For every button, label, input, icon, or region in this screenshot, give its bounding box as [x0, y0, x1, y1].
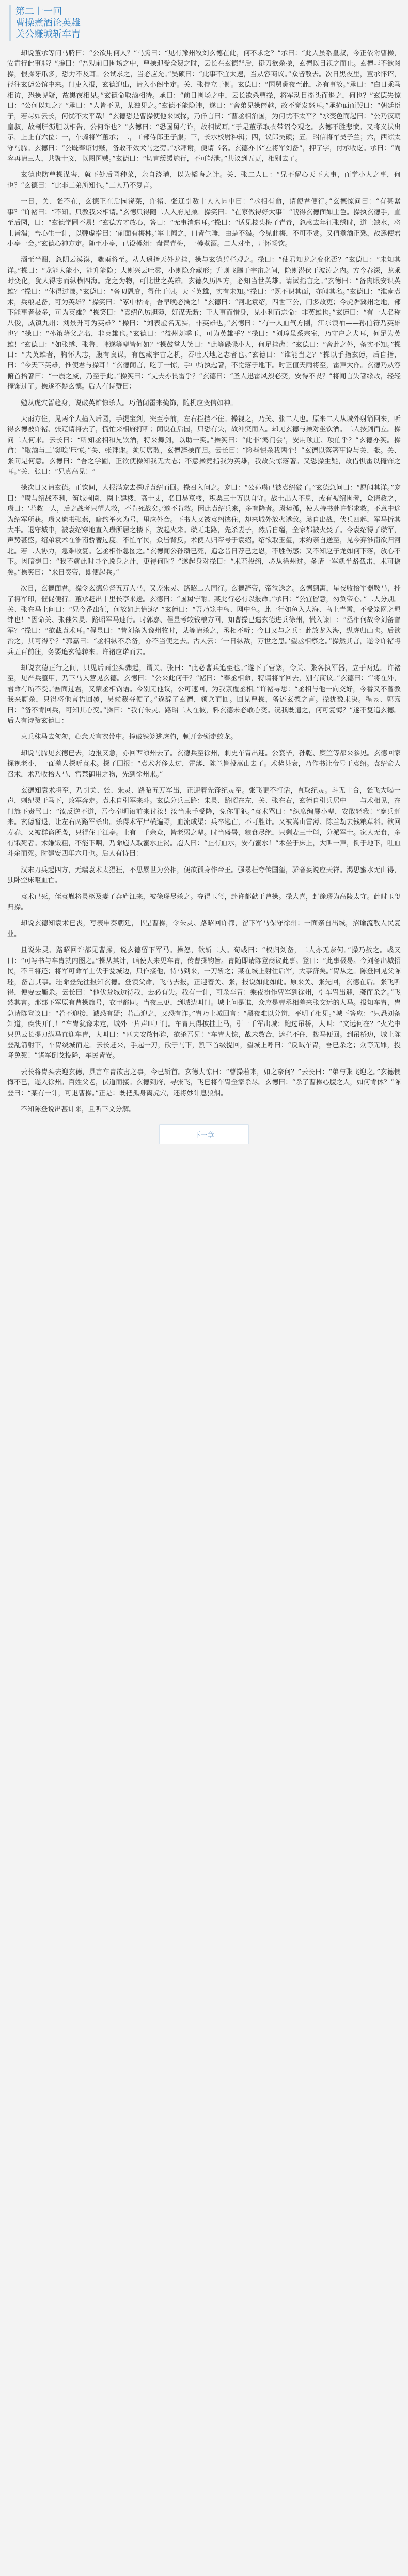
paragraph: 天雨方住，见两个人撞入后园，手提宝剑，突至亭前，左右拦挡不住。操视之，乃关、张二人也。原来二人从城外射箭回来，听得玄德被许褚、张辽请将去了，慌忙来相府打听；闻说在后园，只恐有失，故冲突而入。却见玄德与操对坐饮酒。二人按剑而立。操问二人何来。云长曰：“听知丞相和兄饮酒，特来舞剑，以助一笑。”操笑曰：“此非‘鸿门会’，安用项庄、项伯乎？”玄德亦笑。操命：“取酒与二‘樊哙’压惊。”关、张拜谢。须臾席散，玄德辞操而归。云长曰：“险些惊杀我两个！”玄德以落箸事说与关、张。关、张问是何意。玄德曰：“吾之学圃，正欲使操知我无大志；不意操竟指我为英雄，我故失惊落箸。又恐操生疑，故借惧雷以掩饰之耳。”关、张曰：“兄真高见！”	[7, 415, 401, 476]
chapter-number: 第二十一回	[15, 6, 62, 17]
chapter-title-line-1: 曹操煮酒论英雄	[15, 18, 81, 28]
chapter-page	[0, 0, 408, 1156]
paragraph: 不知陈登说出甚计来，且听下文分解。	[21, 1105, 136, 1113]
paragraph: 玄德知袁术将至，乃引关、张、朱灵、路昭五万军出，正迎着先锋纪灵至。张飞更不打话，直取纪灵。斗无十合，张飞大喝一声，刺纪灵于马下，败军奔走。袁术自引军来斗。玄德分兵三路：朱灵、路昭在左，关、张在右，玄德自引兵居中——与术相见，在门旗下责骂曰：“汝反逆不道，吾今奉明诏前来讨汝！汝当束手受降，免你罪犯。”袁术骂曰：“织席编屦小辈，安敢轻我！”麾兵赶来。玄德暂退，让左右两路军杀出。杀得术军尸横遍野，血流成渠；兵卒逃亡，不可胜计。又被嵩山雷薄、陈兰劫去钱粮草料。欲回寿春，又被群盗所袭，只得住于江亭。止有一千余众，皆老弱之辈。时当盛暑，粮食尽绝，只剩麦三十斛，分派军士。家人无食，多有饿死者。术嫌饭粗，不能下咽，乃命庖人取蜜水止渴。庖人曰：“止有血水，安有蜜水！”术坐于床上，大叫一声，倒于地下，吐血斗余而死。时建安四年六月也。后人有诗曰：	[7, 787, 401, 858]
next-chapter-button[interactable]: 下一章	[159, 1124, 248, 1144]
paragraph: 酒至半酣，忽阴云漠漠，骤雨将至。从人遥指天外龙挂，操与玄德凭栏观之。操曰：“使君知龙之变化否？”玄德曰：“未知其详。”操曰：“龙能大能小，能升能隐；大则兴云吐雾，小则隐介藏形；升则飞腾于宇宙之间，隐则潜伏于波涛之内。方今春深，龙乘时变化，犹人得志而纵横四海。龙之为物，可比世之英雄。玄德久历四方，必知当世英雄。请试指言之。”玄德曰：“备肉眼安识英雄？”操曰：“休得过谦。”玄德曰：“备叨恩庇，得仕于朝。天下英雄，实有未知。”操曰：“既不识其面，亦闻其名。”玄德曰：“淮南袁术，兵粮足备，可为英雄？”操笑曰：“冢中枯骨，吾早晚必擒之！”玄德曰：“河北袁绍，四世三公，门多故吏；今虎踞冀州之地，部下能事者极多，可为英雄？”操笑曰：“袁绍色厉胆薄，好谋无断；干大事而惜身，见小利而忘命：非英雄也。”玄德曰：“有一人名称八俊，威镇九州：刘景升可为英雄？”操曰：“刘表虚名无实，非英雄也。”玄德曰：“有一人血气方刚，江东领袖——孙伯符乃英雄也？”操曰：“孙策藉父之名，非英雄也。”玄德曰：“益州刘季玉，可为英雄乎？”操曰：“刘璋虽系宗室，乃守户之犬耳，何足为英雄！”玄德曰：“如张绣、张鲁、韩遂等辈皆何如？”操鼓掌大笑曰：“此等碌碌小人，何足挂齿！”玄德曰：“舍此之外，备实不知。”操曰：“夫英雄者，胸怀大志，腹有良谋，有包藏宇宙之机，吞吐天地之志者也。”玄德曰：“谁能当之？”操以手指玄德，后自指，曰：“今天下英雄，惟使君与操耳！”玄德闻言，吃了一惊，手中所执匙箸，不觉落于地下。时正值天雨将至，雷声大作。玄德乃从容俯首拾箸曰：“一震之威，乃至于此。”操笑曰：“丈夫亦畏雷乎？”玄德曰：“圣人迅雷风烈必变，安得不畏？”将闻言失箸缘故，轻轻掩饰过了。操遂不疑玄德。后人有诗赞曰：	[7, 256, 401, 391]
paragraph: 束兵秣马去匆匆，心念天言衣带中。撞破铁笼逃虎豹，顿开金锁走蛟龙。	[21, 733, 238, 741]
paragraph: 次日，玄德面君。操令玄德总督五万人马，又差朱灵、路昭二人同行。玄德辞帝，帝泣送之。玄德到寓，星夜收拾军器鞍马，挂了将军印，催促便行。董承赶出十里长亭来送。玄德曰：“国舅宁耐。某此行必有以报命。”承曰：“公宜留意，勿负帝心。”二人分别。关、张在马上问曰：“兄今番出征，何故如此慌速？”玄德曰：“吾乃笼中鸟、网中鱼。此一行如鱼入大海、鸟上青霄，不受笼网之羁绊也！”因命关、张催朱灵、路昭军马速行。时郭嘉、程昱考较钱粮方回，知曹操已遣玄德进兵徐州，慌入谏曰：“丞相何故令刘备督军？”操曰：“欲截袁术耳。”程昱曰：“昔刘备为豫州牧时，某等请杀之，丞相不听；今日又与之兵：此放龙入海，纵虎归山也。后欲治之，其可得乎？”郭嘉曰：“丞相纵不杀备，亦不当使之去。古人云：‘一日纵敌，万世之患。’望丞相察之。”操然其言，遂令许褚将兵五百前往，务要追玄德转来。许褚应诺而去。	[7, 585, 401, 656]
paragraph: 一日，关、张不在，玄德正在后园浇菜，许褚、张辽引数十人入园中曰：“丞相有命，请使君便行。”玄德惊问曰：“有甚紧事？”许褚曰：“不知。只教我来相请。”玄德只得随二人入府见操。操笑曰：“在家做得好大事！”唬得玄德面如土色。操执玄德手，直至后园，曰：“玄德学圃不易！”玄德方才放心，答曰：“无事消遣耳。”操曰：“适见枝头梅子青青，忽感去年征张绣时，道上缺水，将士皆渴；吾心生一计，以鞭虚指曰：‘前面有梅林。’军士闻之，口皆生唾，由是不渴。今见此梅，不可不赏。又值煮酒正熟，故邀使君小亭一会。”玄德心神方定。随至小亭，已设樽俎：盘置青梅，一樽煮酒。二人对坐，开怀畅饮。	[7, 198, 401, 248]
chapter-text	[7, 49, 401, 1115]
paragraph: 玄德也防曹操谋害，就下处后园种菜，亲自浇灌，以为韬晦之计。关、张二人曰：“兄不留心天下大事，而学小人之事，何也？”玄德曰：“此非二弟所知也。”二人乃不复言。	[7, 171, 401, 190]
paragraph: 却说马腾见玄德已去，边报又急，亦回西凉州去了。玄德兵至徐州，刺史车胄出迎。公宴毕，孙乾、糜竺等都来参见。玄德回家探视老小，一面差人探听袁术。探子回报：“袁术奢侈太过，雷薄、陈兰皆投嵩山去了。术势甚衰，乃作书让帝号于袁绍。袁绍命人召术，术乃收拾人马、宫禁御用之物，先到徐州来。”	[7, 749, 401, 779]
paragraph: 却说玄德正行之间，只见后面尘头骤起，谓关、张曰：“此必曹兵追至也。”遂下了营寨，令关、张各执军器，立于两边。许褚至，见严兵整甲，乃下马入营见玄德。玄德曰：“公来此何干？”褚曰：“奉丞相命，特请将军回去，别有商议。”玄德曰：“‘将在外，君命有所不受。’吾面过君，又蒙丞相钧语。今别无他议，公可速回，为我禀覆丞相。”许褚寻思：“丞相与他一向交好，今番又不曾教我来厮杀，只得将他言语回覆，另候裁夺便了。”遂辞了玄德，领兵而回。回见曹操，备述玄德之言。操犹豫未决。程昱、郭嘉曰：“备不肯回兵，可知其心变。”操曰：“我有朱灵、路昭二人在彼，料玄德未必敢心变。况我既遣之，何可复悔？”遂不复追玄德。后人有诗赞玄德曰：	[7, 664, 401, 725]
paragraph: 汉末刀兵起四方，无端袁术太猖狂，不思累世为公相，便欲孤身作帝王。强暴枉夸传国玺，骄奢妄说应天祥。渴思蜜水无由得，独卧空床呕血亡。	[7, 866, 401, 885]
paragraph: 勉从虎穴暂趋身，说破英雄惊杀人。巧借闻雷来掩饰，随机应变信如神。	[21, 399, 238, 407]
paragraph: 操次日又请玄德。正饮间，人报满宠去探听袁绍而回。操召入问之。宠曰：“公孙瓒已被袁绍破了。”玄德急问曰：“愿闻其详。”宠曰：“瓒与绍战不利，筑城围圈，圈上建楼，高十丈，名曰易京楼，积粟三十万以自守。战士出入不息，或有被绍围者，众请救之，瓒曰：‘若救一人，后之战者只望人救，不肯死战矣。’遂不肯救。因此袁绍兵来，多有降者。瓒势孤，使人持书赴许都求救，不意中途为绍军所获。瓒又遗书张燕，暗约举火为号，里应外合。下书人又被袁绍擒住，却来城外放火诱敌。瓒自出战，伏兵四起，军马折其大半。退守城中，被袁绍穿地直入瓒所居之楼下，放起火来。瓒无走路，先杀妻子，然后自缢，全家都被火焚了。今袁绍得了瓒军，声势甚盛。绍弟袁术在淮南骄奢过度，不恤军民，众皆背反。术使人归帝号于袁绍。绍欲取玉玺，术约亲自送至，见今弃淮南欲归河北。若二人协力，急难收复。乞丞相作急图之。”玄德闻公孙瓒已死，追念昔日荐己之恩，不胜伤感；又不知赵子龙如何下落，放心不下。因暗想曰：“我不就此时寻个脱身之计，更待何时？”遂起身对操曰：“术若投绍，必从徐州过。备请一军就半路截击，术可擒矣。”操笑曰：“来日奏帝，即便起兵。”	[7, 484, 401, 577]
chapter-navigation	[7, 1124, 401, 1144]
paragraph: 云长将胄头去迎玄德，具言车胄欲害之事，今已斩首。玄德大惊曰：“曹操若来，如之奈何？”云长曰：“弟与张飞迎之。”玄德懊悔不已，遂入徐州。百姓父老，伏道而接。玄德到府，寻张飞，飞已将车胄全家杀尽。玄德曰：“杀了曹操心腹之人，如何肯休？”陈登曰：“某有一计，可退曹操。”正是：既把孤身离虎穴，还将妙计息狼烟。	[7, 1068, 401, 1097]
paragraph: 却说玄德知袁术已丧，写表申奏朝廷，书呈曹操，令朱灵、路昭回许都，留下军马保守徐州；一面亲自出城，招谕流散人民复业。	[7, 920, 401, 938]
paragraph: 袁术已死，侄袁胤将灵柩及妻子奔庐江来，被徐璆尽杀之。夺得玉玺，赴许都献于曹操。操大喜，封徐璆为高陵太守。此时玉玺归操。	[7, 893, 401, 912]
paragraph: 却说董承等问马腾曰：“公欲用何人？”马腾曰：“见有豫州牧刘玄德在此，何不求之？”承曰：“此人虽系皇叔，今正依附曹操，安肯行此事耶？”腾曰：“吾观前日围场之中，曹操迎受众贺之时，云长在玄德背后，挺刀欲杀操，玄德以目视之而止。玄德非不欲图操，恨操牙爪多，恐力不及耳。公试求之，当必应允。”吴硕曰：“此事不宜太速，当从容商议。”众皆散去。次日黑夜里，董承怀诏，径往玄德公馆中来。门吏入报，玄德迎出，请入小阁坐定。关、张侍立于侧。玄德曰：“国舅夤夜至此，必有事故。”承曰：“白日乘马相访，恐操见疑，故黑夜相见。”玄德命取酒相待。承曰：“前日围场之中，云长欲杀曹操，将军动目摇头而退之，何也？”玄德失惊曰：“公何以知之？”承曰：“人皆不见，某独见之。”玄德不能隐讳，遂曰：“舍弟见操僭越，故不觉发怒耳。”承掩面而哭曰：“朝廷臣子，若尽如云长，何忧不太平哉！”玄德恐是曹操使他来试探，乃佯言曰：“曹丞相治国，为何忧不太平？”承变色而起曰：“公乃汉朝皇叔，故剖肝沥胆以相告，公何诈也？”玄德曰：“恐国舅有诈，故相试耳。”于是董承取衣带诏令观之。玄德不胜悲愤。又将义状出示，上止有六位：一，车骑将军董承；二，工部侍郎王子服；三，长水校尉种辑；四，议郎吴硕；五，昭信将军吴子兰；六，西凉太守马腾。玄德曰：“公既奉诏讨贼，备敢不效犬马之劳。”承拜谢，便请书名。玄德亦书“左将军刘备”，押了字，付承收讫。承曰：“尚容再请三人，共聚十义，以图国贼。”玄德曰：“切宜缓缓施行，不可轻泄。”共议到五更，相别去了。	[7, 50, 401, 163]
chapter-title-line-2: 关公赚城斩车胄	[15, 29, 81, 40]
paragraph: 且说朱灵、路昭回许都见曹操，说玄德留下军马。操怒，欲斩二人。荀彧曰：“权归刘备，二人亦无奈何。”操乃赦之。彧又曰：“可写书与车胄就内图之。”操从其计，暗使人来见车胄，传曹操钧旨。胄随即请陈登商议此事。登曰：“此事极易。今刘备出城招民，不日将还；将军可命军士伏于瓮城边，只作接他，待马到来，一刀斩之；某在城上射住后军，大事济矣。”胄从之。陈登回见父陈珪，备言其事。珪命登先往报知玄德。登领父命，飞马去报，正迎着关、张，报说如此如此。原来关、张先回，玄德在后。张飞听得，便要去厮杀。云长曰：“他伏瓮城边待我，去必有失。我有一计，可杀车胄：乘夜扮作曹军到徐州，引车胄出迎，袭而杀之。”飞然其言。那部下军原有曹操旗号，衣甲都同。当夜三更，到城边叫门。城上问是谁，众应是曹丞相差来张文远的人马。报知车胄，胄急请陈登议曰：“若不迎接，诚恐有疑；若出迎之，又恐有诈。”胄乃上城回言：“黑夜难以分辨，平明了相见。”城下答应：“只恐刘备知道，疾快开门！”车胄犹豫未定，城外一片声叫开门。车胄只得披挂上马，引一千军出城；跑过吊桥，大叫：“文远何在？”火光中只见云长提刀纵马直迎车胄，大叫曰：“匹夫安敢怀诈，欲杀吾兄！”车胄大惊，战未数合，遮拦不住，拨马便回。到吊桥边，城上陈登乱箭射下，车胄绕城而走。云长赶来，手起一刀，砍于马下，割下首级提回，望城上呼曰：“反贼车胄，吾已杀之；众等无罪，投降免死！”诸军倒戈投降，军民皆安。	[7, 946, 401, 1060]
chapter-title-block	[9, 5, 401, 41]
